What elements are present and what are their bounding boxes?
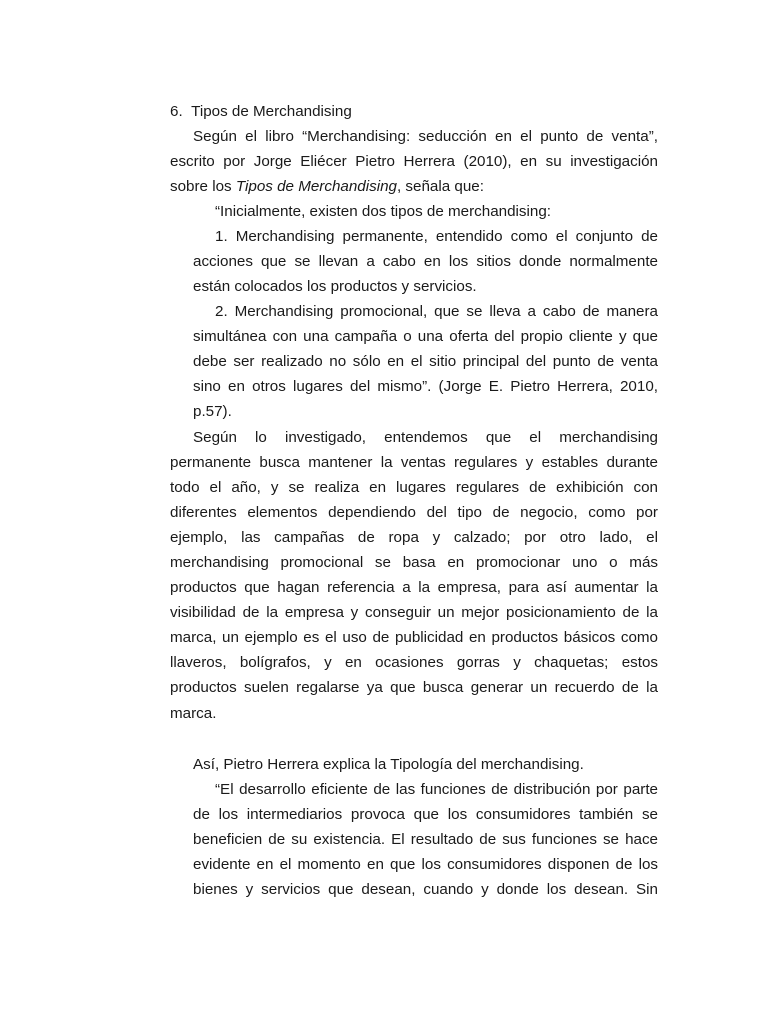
paragraph-line: productos que hagan referencia a la empresa, para así aumentar la [170, 579, 658, 596]
text-run: sobre los [170, 178, 236, 195]
quote-line: debe ser realizado no sólo en el sitio principal del punto de venta [193, 353, 658, 370]
paragraph-line: merchandising promocional se basa en promocionar uno o más [170, 554, 658, 571]
quote-line: sino en otros lugares del mismo”. (Jorge E. Pietro Herrera, 2010, [193, 378, 658, 395]
paragraph-line: marca. [170, 705, 217, 722]
quote-line: simultánea con una campaña o una oferta del propio cliente y que [193, 328, 658, 345]
text-run: , señala que: [396, 178, 484, 195]
quote-line: “Inicialmente, existen dos tipos de merchandising: [215, 203, 551, 220]
quote-line: beneficien de su existencia. El resultado de sus funciones se hace [193, 831, 658, 848]
paragraph-line: llaveros, bolígrafos, y en ocasiones gorras y chaquetas; estos [170, 654, 658, 671]
paragraph-line [170, 177, 658, 197]
quote-line: de los intermediarios provoca que los consumidores también se [193, 806, 658, 823]
paragraph-line: todo el año, y se realiza en lugares regulares de exhibición con [170, 479, 658, 496]
quote-line: “El desarrollo eficiente de las funciones de distribución por parte [215, 781, 658, 798]
paragraph-line: marca, un ejemplo es el uso de publicidad en productos básicos como [170, 629, 658, 646]
section-heading: 6. Tipos de Merchandising [170, 103, 352, 120]
quote-line: acciones que se llevan a cabo en los sitios donde normalmente [193, 253, 658, 270]
paragraph-line: visibilidad de la empresa y conseguir un mejor posicionamiento de la [170, 604, 658, 621]
paragraph-line: Según el libro “Merchandising: seducción en el punto de venta”, [193, 128, 658, 145]
quote-line: están colocados los productos y servicios. [193, 278, 477, 295]
paragraph-line: diferentes elementos dependiendo del tipo de negocio, como por [170, 504, 658, 521]
quote-line: bienes y servicios que desean, cuando y donde los desean. Sin [193, 881, 658, 898]
quote-line: 1. Merchandising permanente, entendido como el conjunto de [215, 228, 658, 245]
paragraph-line: Según lo investigado, entendemos que el merchandising [193, 429, 658, 446]
paragraph-line: productos suelen regalarse ya que busca generar un recuerdo de la [170, 679, 658, 696]
paragraph-line: Así, Pietro Herrera explica la Tipología del merchandising. [193, 756, 584, 773]
quote-line: evidente en el momento en que los consumidores disponen de los [193, 856, 658, 873]
quote-line: p.57). [193, 403, 232, 420]
quote-line: 2. Merchandising promocional, que se lleva a cabo de manera [215, 303, 658, 320]
paragraph-line: ejemplo, las campañas de ropa y calzado; por otro lado, el [170, 529, 658, 546]
italic-title: Tipos de Merchandising [235, 178, 397, 195]
paragraph-line: escrito por Jorge Eliécer Pietro Herrera (2010), en su investigación [170, 153, 658, 170]
paragraph-line: permanente busca mantener la ventas regulares y estables durante [170, 454, 658, 471]
